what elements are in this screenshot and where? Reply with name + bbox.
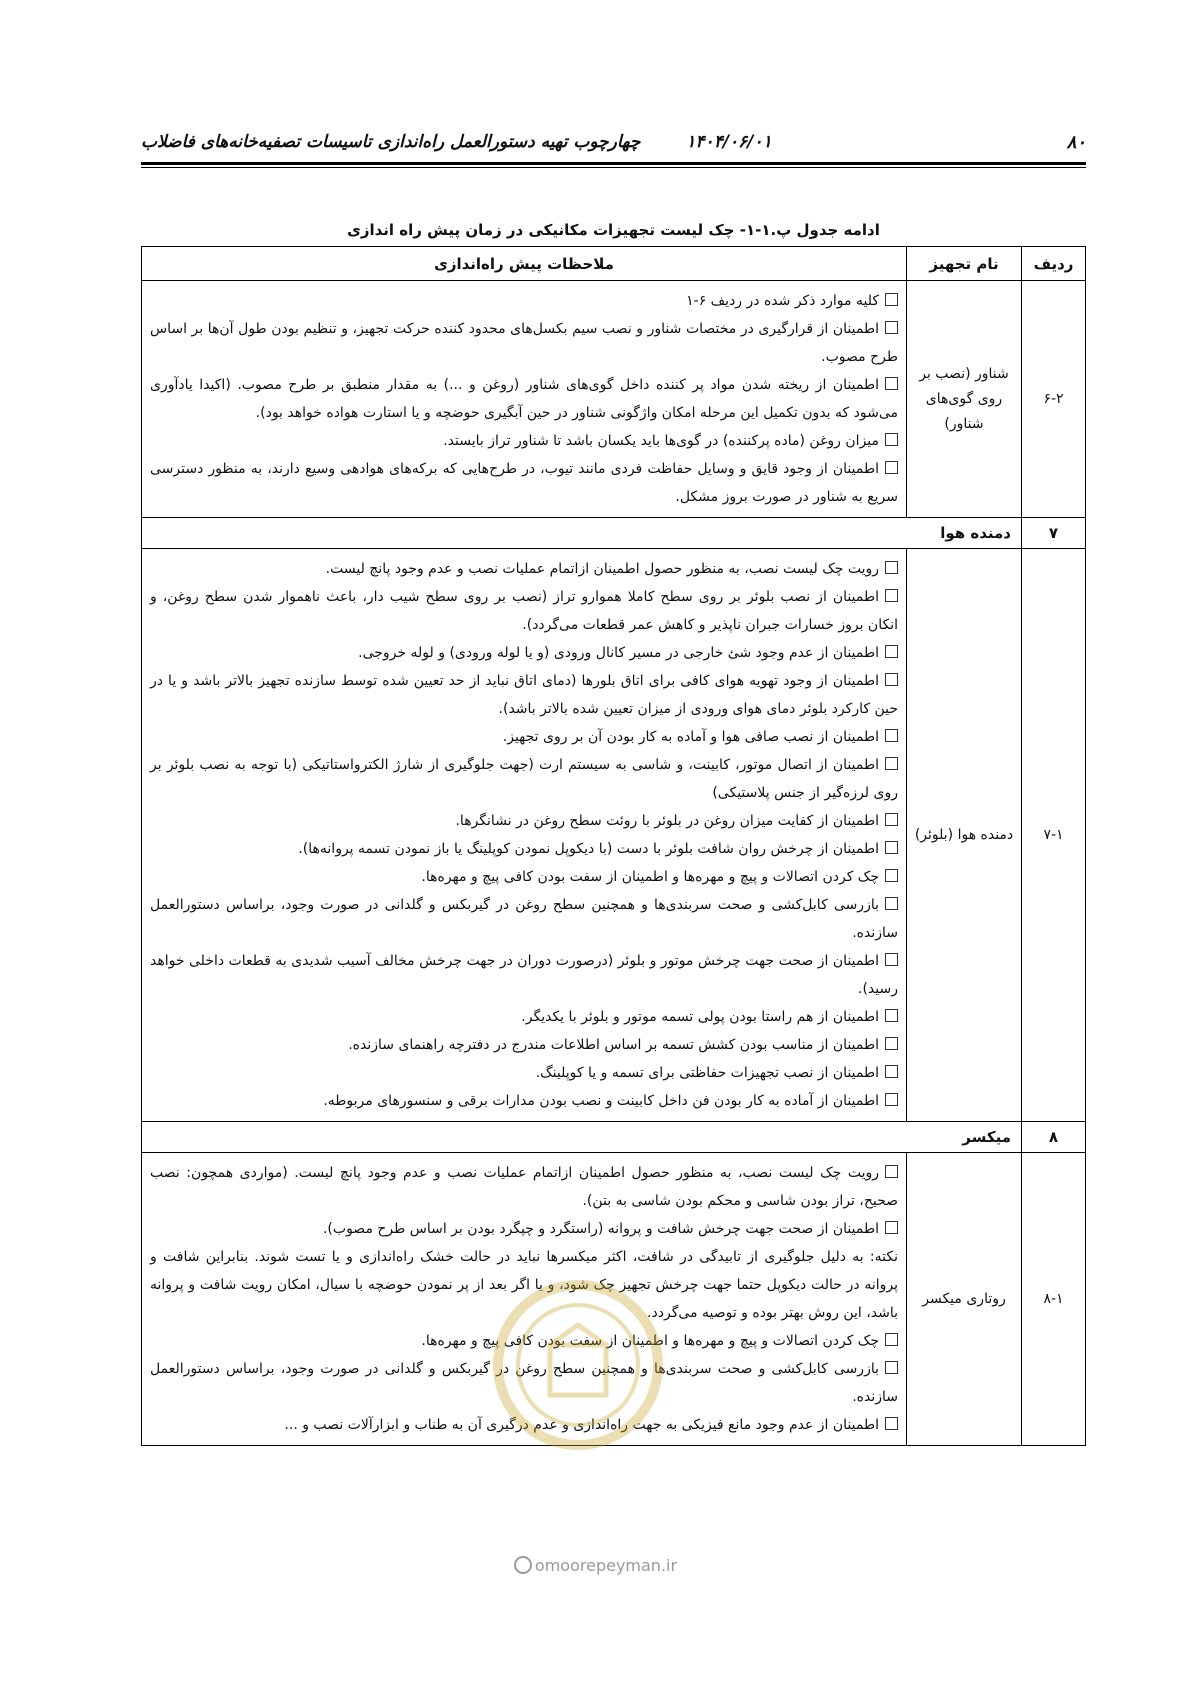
checkbox-icon[interactable]: [885, 433, 898, 446]
table-row-6-2: [142, 281, 1086, 518]
header-date: ۱۴۰۴/۰۶/۰۱: [686, 132, 772, 152]
checklist-item: اطمینان از قرارگیری در مختصات شناور و نصب سیم بکسل‌های محدود کننده حرکت تجهیز، و تنظیم بودن طول آن‌ها بر اساس طرح مصوب.: [150, 321, 898, 365]
row-id: ۷-۱: [1022, 549, 1086, 1122]
checkbox-icon[interactable]: [885, 729, 898, 742]
checkbox-icon[interactable]: [885, 1333, 898, 1346]
section-title: دمنده هوا: [142, 518, 1022, 549]
checklist-table: [141, 246, 1086, 1446]
checklist-item: رویت چک لیست نصب، به منظور حصول اطمینان ازاتمام عملیات نصب و عدم وجود پانچ لیست. (مواردی همچون: نصب صحیح، تراز بودن شاسی و محکم بودن شاسی به بتن).: [150, 1165, 898, 1209]
note-text: نکته: به دلیل جلوگیری از تابیدگی در شافت، اکثر میکسرها نباید در حالت خشک راه‌اندازی و یا تست شوند. بنابراین شافت و پروانه در حالت دیکوپل حتما جهت چرخش تجهیز چک شود، و یا اگر بعد از پر نمودن حوضچه با سیال، امکان رویت شافت و پروانه باشد، این روش بهتر بوده و توصیه می‌گردد.: [150, 1249, 898, 1321]
checkbox-icon[interactable]: [885, 1037, 898, 1050]
checklist-item: اطمینان از چرخش روان شافت بلوئر با دست (با دیکوپل نمودن کوپلینگ یا باز نمودن تسمه پروانه‌ها).: [150, 835, 898, 863]
col-header-equipment: نام تجهیز: [907, 247, 1022, 281]
checklist-item: اطمینان از نصب تجهیزات حفاظتی برای تسمه و یا کوپلینگ.: [150, 1059, 898, 1087]
checkbox-icon[interactable]: [885, 1093, 898, 1106]
website-text: omoorepeyman.ir: [534, 1556, 678, 1575]
checkbox-icon[interactable]: [885, 813, 898, 826]
checklist-item: اطمینان از اتصال موتور، کابینت، و شاسی به سیستم ارت (جهت جلوگیری از شارژ الکترواستاتیکی (با توجه به نصب بلوئر بر روی لرزه‌گیر از جنس پلاستیکی): [150, 757, 898, 801]
checkbox-icon[interactable]: [885, 293, 898, 306]
checklist-item: اطمینان از کفایت میزان روغن در بلوئر با روئت سطح روغن در نشانگرها.: [150, 807, 898, 835]
notes-cell: [142, 281, 907, 518]
checklist-item: کلیه موارد ذکر شده در ردیف ۶-۱: [150, 287, 898, 315]
equipment-name: روتاری میکسر: [907, 1153, 1022, 1446]
header-rule-thin: [141, 167, 1086, 168]
checklist-item: چک کردن اتصالات و پیچ و مهره‌ها و اطمینان از سفت بودن کافی پیچ و مهره‌ها.: [150, 863, 898, 891]
checkbox-icon[interactable]: [885, 321, 898, 334]
checkbox-icon[interactable]: [885, 589, 898, 602]
checkbox-icon[interactable]: [885, 1009, 898, 1022]
col-header-notes: ملاحظات پیش راه‌اندازی: [142, 247, 907, 281]
checklist-item: اطمینان از ریخته شدن مواد پر کننده داخل گوی‌های شناور (روغن و ...) به مقدار منطبق بر طرح مصوب. (اکیدا یادآوری می‌شود که بدون تکمیل این مرحله امکان واژگونی شناور در حین آبگیری حوضچه و یا استارت هواده خواهد بود).: [150, 377, 898, 421]
checkbox-icon[interactable]: [885, 897, 898, 910]
checklist-item: اطمینان از عدم وجود مانع فیزیکی به جهت راه‌اندازی و عدم درگیری آن به طناب و ابزارآلات نصب و ...: [150, 1411, 898, 1439]
checklist-item: رویت چک لیست نصب، به منظور حصول اطمینان ازاتمام عملیات نصب و عدم وجود پانچ لیست.: [150, 555, 898, 583]
section-id: ۸: [1022, 1122, 1086, 1153]
checkbox-icon[interactable]: [885, 841, 898, 854]
checkbox-icon[interactable]: [885, 377, 898, 390]
notes-cell: [142, 1153, 907, 1446]
equipment-name: شناور (نصب بر روی گوی‌های شناور): [907, 281, 1022, 518]
page-header: [141, 130, 1086, 164]
notes-cell: [142, 549, 907, 1122]
checklist-item: اطمینان از وجود تهویه هوای کافی برای اتاق بلورها (دمای اتاق نباید از حد تعیین شده توسط سازنده تجهیز بالاتر باشد و یا در حین کارکرد بلوئر دمای هوای ورودی از میزان تعیین شده بالاتر باشد).: [150, 673, 898, 717]
section-id: ۷: [1022, 518, 1086, 549]
page-number: ۸۰: [1066, 132, 1086, 153]
checklist-item: اطمینان از نصب صافی هوا و آماده به کار بودن آن بر روی تجهیز.: [150, 723, 898, 751]
table-header-row: [142, 247, 1086, 281]
checklist-item: اطمینان از صحت جهت چرخش موتور و بلوئر (درصورت دوران در جهت چرخش مخالف آسیب شدیدی به قطعات داخلی خواهد رسید).: [150, 953, 898, 997]
checkbox-icon[interactable]: [885, 1417, 898, 1430]
section-row-7: [142, 518, 1086, 549]
header-rule-thick: [141, 162, 1086, 165]
checklist-item: اطمینان از آماده به کار بودن فن داخل کابینت و نصب بودن مدارات برقی و سنسورهای مربوطه.: [150, 1087, 898, 1115]
checkbox-icon[interactable]: [885, 645, 898, 658]
footer-website: [0, 1556, 1191, 1575]
checkbox-icon[interactable]: [885, 1165, 898, 1178]
checkbox-icon[interactable]: [885, 1065, 898, 1078]
checkbox-icon[interactable]: [885, 1221, 898, 1234]
table-row-7-1: [142, 549, 1086, 1122]
running-title: [141, 132, 772, 152]
checklist-item: اطمینان از نصب بلوئر بر روی سطح کاملا هموارو تراز (نصب بر روی سطح شیب دار، باعث ناهموار شدن سطح روغن، و انکان بروز خسارات جبران ناپذیر و کاهش عمر قطعات می‌گردد).: [150, 589, 898, 633]
checkbox-icon[interactable]: [885, 757, 898, 770]
checkbox-icon[interactable]: [885, 461, 898, 474]
row-id: ۶-۲: [1022, 281, 1086, 518]
document-title: چهارچوب تهیه دستورالعمل راه‌اندازی تاسیسات تصفیه‌خانه‌های فاضلاب: [141, 132, 641, 152]
checklist-item: اطمینان از وجود قایق و وسایل حفاظت فردی مانند تیوب، در طرح‌هایی که برکه‌های هوادهی وسیع دارند، به منظور دسترسی سریع به شناور در صورت بروز مشکل.: [150, 461, 898, 505]
at-icon: [514, 1556, 532, 1574]
checklist-item: بازرسی کابل‌کشی و صحت سربندی‌ها و همچنین سطح روغن در گیربکس و گلدانی در صورت وجود، براساس دستورالعمل سازنده.: [150, 897, 898, 941]
checkbox-icon[interactable]: [885, 1361, 898, 1374]
checkbox-icon[interactable]: [885, 673, 898, 686]
checklist-item: اطمینان از هم راستا بودن پولی تسمه موتور و بلوئر با یکدیگر.: [150, 1003, 898, 1031]
checklist-item: بازرسی کابل‌کشی و صحت سربندی‌ها و همچنین سطح روغن در گیربکس و گلدانی در صورت وجود، براساس دستورالعمل سازنده.: [150, 1361, 898, 1405]
checklist-item: میزان روغن (ماده پرکننده) در گوی‌ها باید یکسان باشد تا شناور تراز بایستد.: [150, 427, 898, 455]
section-row-8: [142, 1122, 1086, 1153]
checklist-item: چک کردن اتصالات و پیچ و مهره‌ها و اطمینان از سفت بودن کافی پیچ و مهره‌ها.: [150, 1327, 898, 1355]
checklist-item: اطمینان از عدم وجود شئ خارجی در مسیر کانال ورودی (و یا لوله ورودی) و لوله خروجی.: [150, 639, 898, 667]
checkbox-icon[interactable]: [885, 953, 898, 966]
table-row-8-1: [142, 1153, 1086, 1446]
equipment-name: دمنده هوا (بلوئر): [907, 549, 1022, 1122]
checklist-item: اطمینان از مناسب بودن کشش تسمه بر اساس اطلاعات مندرج در دفترچه راهنمای سازنده.: [150, 1031, 898, 1059]
checkbox-icon[interactable]: [885, 561, 898, 574]
table-caption: ادامه جدول پ.۱-۱- چک لیست تجهیزات مکانیکی در زمان پیش راه اندازی: [347, 221, 880, 239]
section-title: میکسر: [142, 1122, 1022, 1153]
checklist-item: اطمینان از صحت جهت چرخش شافت و پروانه (راستگرد و چپگرد بودن بر اساس طرح مصوب).: [150, 1215, 898, 1243]
row-id: ۸-۱: [1022, 1153, 1086, 1446]
col-header-row: ردیف: [1022, 247, 1086, 281]
checkbox-icon[interactable]: [885, 869, 898, 882]
